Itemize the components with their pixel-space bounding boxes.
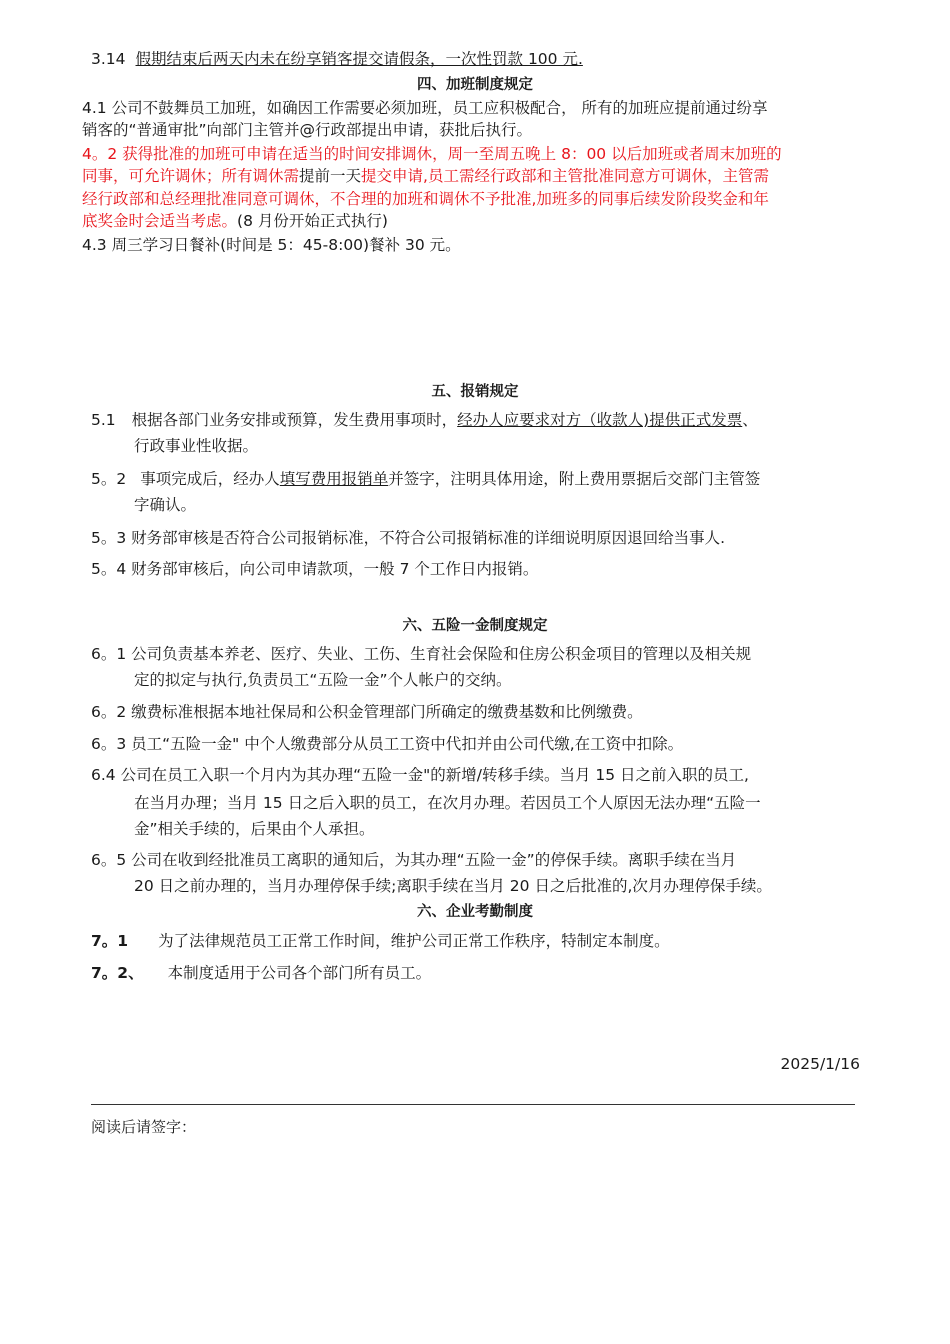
- clause-number: 5.1: [91, 411, 116, 429]
- signature-label: 阅读后请签字：: [91, 1118, 197, 1136]
- clause-text: 为了法律规范员工正常工作时间，维护公司正常工作秩序，特制定本制度。: [158, 932, 670, 950]
- clause-6-5-line2: 20 日之前办理的，当月办理停保手续;离职手续在当月 20 日之后批准的,次月办理停保手续。: [134, 877, 772, 895]
- clause-number: 3.14: [91, 50, 126, 68]
- clause-text: 假期结束后两天内未在纷享销客提交请假条，一次性罚款 100 元.: [135, 50, 583, 68]
- clause-text-underlined: 经办人应要求对方（收款人)提供正式发票: [457, 411, 743, 429]
- clause-number: 5。2: [91, 470, 127, 488]
- clause-4-1-line2: 销客的“普通审批”向部门主管并@行政部提出申请，获批后执行。: [82, 121, 533, 139]
- clause-number: 7。1: [91, 932, 129, 950]
- clause-4-1-line1: 4.1 公司不鼓舞员工加班，如确因工作需要必须加班，员工应积极配合， 所有的加班应提前通过纷享: [82, 99, 768, 117]
- clause-text: 、: [742, 411, 758, 429]
- clause-5-1-line1: [91, 409, 758, 431]
- clause-5-2-line2: 字确认。: [134, 496, 197, 514]
- clause-text: 本制度适用于公司各个部门所有员工。: [167, 964, 432, 982]
- clause-4-2-text-red: 底奖金时会适当考虑。: [82, 212, 238, 230]
- clause-6-4-line1: 6.4 公司在员工入职一个月内为其办理“五险一金"的新增/转移手续。当月 15 日之前入职的员工,: [91, 766, 749, 784]
- clause-4-2-line4: [82, 210, 388, 232]
- clause-6-1-line1: 6。1 公司负责基本养老、医疗、失业、工伤、生育社会保险和住房公积金项目的管理以及相关规: [91, 645, 752, 663]
- section-heading-overtime: 四、加班制度规定: [417, 77, 533, 93]
- clause-text: 事项完成后，经办人: [140, 470, 280, 488]
- clause-4-2-line1: 4。2 获得批准的加班可申请在适当的时间安排调休，周一至周五晚上 8：00 以后加班或者周末加班的: [82, 145, 782, 163]
- clause-4-2-text-black: 开始正式执行): [288, 212, 388, 230]
- clause-7-2: [91, 962, 431, 984]
- section-heading-reimbursement: 五、报销规定: [431, 384, 519, 400]
- clause-4-2-text-black: 提前一天: [299, 167, 362, 185]
- footer-divider: [91, 1104, 855, 1105]
- clause-4-3: 4.3 周三学习日餐补(时间是 5：45-8:00)餐补 30 元。: [82, 236, 461, 254]
- clause-3-14: [91, 48, 583, 70]
- clause-text: 根据各部门业务安排或预算，发生费用事项时，: [131, 411, 458, 429]
- clause-6-4-line3: 金”相关手续的，后果由个人承担。: [134, 820, 375, 838]
- clause-6-2: 6。2 缴费标准根据本地社保局和公积金管理部门所确定的缴费基数和比例缴费。: [91, 703, 643, 721]
- clause-4-2-text-black: (8 月份: [237, 212, 289, 230]
- clause-text: 并签字，注明具体用途，附上费用票据后交部门主管签: [388, 470, 761, 488]
- document-date: 2025/1/16: [780, 1055, 860, 1073]
- clause-text-underlined: 填写费用报销单: [279, 470, 389, 488]
- clause-6-1-line2: 定的拟定与执行,负责员工“五险一金”个人帐户的交纳。: [134, 671, 512, 689]
- clause-5-1-line2: 行政事业性收据。: [134, 437, 259, 455]
- section-heading-attendance: 六、企业考勤制度: [417, 904, 533, 920]
- section-heading-social-insurance: 六、五险一金制度规定: [402, 618, 548, 634]
- clause-5-4: 5。4 财务部审核后，向公司申请款项，一般 7 个工作日内报销。: [91, 560, 539, 578]
- clause-5-3: 5。3 财务部审核是否符合公司报销标准，不符合公司报销标准的详细说明原因退回给当事人.: [91, 529, 726, 547]
- clause-4-2-line2: [82, 165, 769, 187]
- clause-6-3: 6。3 员工“五险一金" 中个人缴费部分从员工工资中代扣并由公司代缴,在工资中扣除。: [91, 735, 684, 753]
- clause-7-1: [91, 930, 670, 952]
- clause-5-2-line1: [91, 468, 760, 490]
- clause-4-2-text-red: 同事，可允许调休；所有调休需: [82, 167, 300, 185]
- clause-6-4-line2: 在当月办理；当月 15 日之后入职的员工，在次月办理。若因员工个人原因无法办理“五险一: [134, 794, 761, 812]
- clause-number: 7。2、: [91, 964, 144, 982]
- clause-4-2-line3: 经行政部和总经理批准同意可调休，不合理的加班和调休不予批准,加班多的同事后续发阶段奖金和年: [82, 190, 769, 208]
- clause-6-5-line1: 6。5 公司在收到经批准员工离职的通知后，为其办理“五险一金”的停保手续。离职手续在当月: [91, 851, 737, 869]
- clause-4-2-text-red: 提交申请,员工需经行政部和主管批准同意方可调休，主管需: [361, 167, 769, 185]
